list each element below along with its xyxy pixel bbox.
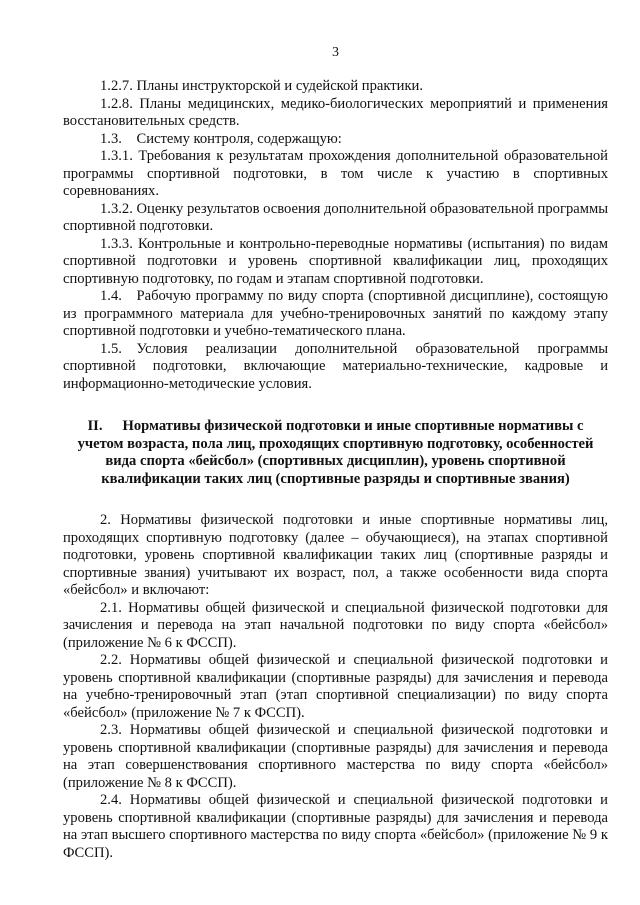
- paragraph-2-3: 2.3. Нормативы общей физической и специальной физической подготовки и уровень спортивной квалификации (спортивные разряды) для зачисления и перевода на этап совершенствования спортивного мастерства по виду спорта «бейсбол» (приложение № 8 к ФССП).: [63, 722, 608, 791]
- paragraph-1-2-8: 1.2.8. Планы медицинских, медико-биологических мероприятий и применения восстановительных средств.: [63, 95, 608, 129]
- paragraph-1-4: 1.4. Рабочую программу по виду спорта (спортивной дисциплине), состоящую из программного материала для учебно-тренировочных занятий по каждому этапу спортивной подготовки и учебно-тематического плана.: [63, 288, 608, 339]
- paragraph-1-3-3: 1.3.3. Контрольные и контрольно-переводные нормативы (испытания) по видам спортивной подготовки и уровень спортивной квалификации лиц, проходящих спортивную подготовку, по годам и этапам спортивной подготовки.: [63, 235, 608, 287]
- paragraph-1-2-7: 1.2.7. Планы инструкторской и судейской практики.: [100, 78, 423, 94]
- items-top: [63, 78, 608, 393]
- paragraph-1-5: 1.5. Условия реализации дополнительной образовательной программы спортивной подготовки, включающие материально-технические, кадровые и информационно-методические условия.: [63, 340, 608, 392]
- paragraph-1-3-1: 1.3.1. Требования к результатам прохождения дополнительной образовательной программы спортивной подготовки, в том числе к участию в спортивных соревнованиях.: [63, 148, 608, 199]
- paragraph-2: 2. Нормативы физической подготовки и иные спортивные нормативы лиц, проходящих спортивную подготовку (далее – обучающиеся), на этапах спортивной подготовки, уровень спортивной квалификации таких лиц (спортивные разряды и спортивные звания) учитывают их возраст, пол, а также особенности вида спорта «бейсбол» и включают:: [63, 512, 608, 598]
- paragraph-1-3: 1.3. Систему контроля, содержащую:: [100, 130, 342, 147]
- section-heading: [63, 418, 608, 488]
- paragraph-2-1: 2.1. Нормативы общей физической и специальной физической подготовки для зачисления и перевода на этап начальной подготовки по виду спорта «бейсбол» (приложение № 6 к ФССП).: [63, 599, 608, 651]
- paragraph-1-3-2: 1.3.2. Оценку результатов освоения дополнительной образовательной программы спортивной подготовки.: [63, 200, 608, 234]
- page-number: 3: [332, 45, 339, 60]
- section-title: Нормативы физической подготовки и иные спортивные нормативы с учетом возраста, пола лиц, проходящих спортивную подготовку, особенностей вида спорта «бейсбол» (спортивных дисциплин), уровень спортивной квалификации таких лиц (спортивные разряды и спортивные звания): [77, 418, 594, 487]
- paragraph-2-4: 2.4. Нормативы общей физической и специальной физической подготовки и уровень спортивной квалификации (спортивные разряды) для зачисления и перевода на этап высшего спортивного мастерства по виду спорта «бейсбол» (приложение № 9 к ФССП).: [63, 792, 608, 861]
- items-bottom: [63, 512, 608, 862]
- paragraph-2-2: 2.2. Нормативы общей физической и специальной физической подготовки и уровень спортивной квалификации (спортивные разряды) для зачисления и перевода на учебно-тренировочный этап (этап спортивной специализации) по виду спорта «бейсбол» (приложение № 7 к ФССП).: [63, 652, 608, 721]
- section-number: II.: [87, 418, 103, 434]
